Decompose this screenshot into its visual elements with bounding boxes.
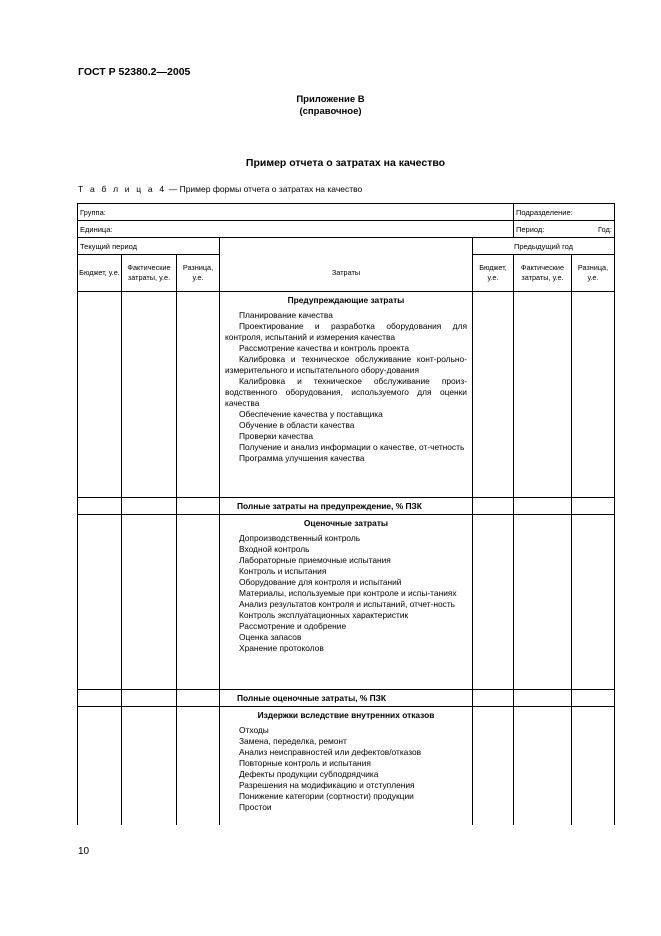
section-title: Предупреждающие затраты: [287, 295, 405, 305]
empty-cell: [572, 498, 615, 515]
empty-cell: [177, 515, 220, 690]
page-number: 10: [78, 846, 90, 857]
list-item: Входной контроль: [239, 544, 310, 554]
empty-cell: [122, 707, 177, 826]
list-item: Хранение протоколов: [239, 643, 324, 653]
empty-cell: [177, 498, 220, 515]
previous-year-label: Предыдущий год: [513, 241, 574, 251]
section-cell: [220, 515, 473, 690]
list-item: Программа улучшения качества: [239, 453, 365, 463]
list-item: Лабораторные приемочные испытания: [239, 555, 391, 565]
meta-row-unit: [78, 221, 615, 238]
empty-cell: [177, 707, 220, 826]
empty-cell: [122, 515, 177, 690]
meta-row-group: [78, 204, 615, 221]
list-item: Проектирование и разработка оборудования для контроля, испытаний и измерения качества: [225, 321, 467, 342]
division-cell: [514, 204, 615, 221]
empty-cell: [78, 515, 122, 690]
section-row: [78, 707, 615, 826]
empty-cell: [177, 690, 220, 707]
spacer-cell: [220, 238, 473, 255]
list-item: Анализ результатов контроля и испытаний, отчет-ность: [239, 599, 456, 609]
cost-report-table: [77, 203, 615, 825]
empty-cell: [572, 292, 615, 498]
section-items: [222, 529, 470, 656]
section-row: [78, 515, 615, 690]
empty-cell: [514, 707, 572, 826]
col-header-actual: Фактические затраты, у.е.: [122, 255, 177, 292]
col-header-costs: Затраты: [220, 255, 473, 292]
table-caption: [78, 184, 362, 194]
col-header-difference: Разница, у.е.: [177, 255, 220, 292]
period-label: Период:: [516, 224, 545, 234]
list-item: Разрешения на модификацию и отступления: [239, 780, 415, 790]
list-item: Контроль эксплуатационных характеристик: [239, 610, 409, 620]
list-item: Обеспечение качества у поставщика: [239, 409, 383, 419]
section-cell: [220, 707, 473, 826]
list-item: Понижение категории (сортности) продукции: [239, 791, 414, 801]
col-header-difference-prev: Разница, у.е.: [572, 255, 615, 292]
empty-cell: [514, 690, 572, 707]
table-caption-prefix: Т а б л и ц а 4: [78, 184, 167, 194]
unit-label: Единица:: [80, 224, 113, 234]
empty-cell: [122, 292, 177, 498]
list-item: Оценка запасов: [239, 632, 302, 642]
section-total: Полные оценочные затраты, % ПЗК: [220, 690, 473, 707]
list-item: Дефекты продукции субподрядчика: [239, 769, 379, 779]
list-item: Получение и анализ информации о качестве, от-четность: [239, 442, 465, 452]
list-item: Допроизводственный контроль: [239, 533, 361, 543]
list-item: Калибровка и техническое обслуживание конт-рольно-измерительного и испытательного обору-дования: [225, 354, 467, 375]
list-item: Обучение в области качества: [239, 420, 355, 430]
list-item: Проверки качества: [239, 431, 314, 441]
empty-cell: [473, 515, 514, 690]
list-item: Планирование качества: [239, 310, 333, 320]
division-label: Подразделение:: [516, 207, 573, 217]
section-items: [222, 721, 470, 815]
col-header-actual-prev: Фактические затраты, у.е.: [514, 255, 572, 292]
section-row: [78, 292, 615, 498]
list-item: Простои: [239, 802, 272, 812]
list-item: Повторные контроль и испытания: [239, 758, 371, 768]
empty-cell: [78, 498, 122, 515]
empty-cell: [473, 690, 514, 707]
empty-cell: [473, 498, 514, 515]
empty-cell: [122, 690, 177, 707]
empty-cell: [78, 292, 122, 498]
list-item: Замена, переделка, ремонт: [239, 736, 347, 746]
col-header-budget-prev: Бюджет, у.е.: [473, 255, 514, 292]
meta-row-periods: [78, 238, 615, 255]
page-title: Пример отчета о затратах на качество: [245, 157, 446, 169]
list-item: Материалы, используемые при контроле и испы-таниях: [239, 588, 457, 598]
section-title: Оценочные затраты: [303, 518, 389, 528]
column-header-row: [78, 255, 615, 292]
document-code: ГОСТ Р 52380.2—2005: [78, 66, 191, 78]
section-items: [222, 306, 470, 466]
list-item: Рассмотрение и одобрение: [239, 621, 347, 631]
group-cell: [78, 204, 514, 221]
group-label: Группа:: [80, 207, 106, 217]
empty-cell: [473, 707, 514, 826]
period-year-cell: [514, 221, 615, 238]
empty-cell: [572, 707, 615, 826]
empty-cell: [572, 515, 615, 690]
section-cell: [220, 292, 473, 498]
list-item: Анализ неисправностей или дефектов/отказов: [239, 747, 422, 757]
previous-year-cell: [473, 238, 615, 255]
unit-cell: [78, 221, 514, 238]
list-item: Контроль и испытания: [239, 566, 327, 576]
section-title: Издержки вследствие внутренних отказов: [257, 710, 435, 720]
table-caption-text: — Пример формы отчета о затратах на качество: [166, 184, 363, 194]
empty-cell: [78, 690, 122, 707]
empty-cell: [514, 515, 572, 690]
empty-cell: [122, 498, 177, 515]
list-item: Калибровка и техническое обслуживание произ-водственного оборудования, используемого для оценки качества: [225, 376, 467, 408]
empty-cell: [473, 292, 514, 498]
empty-cell: [78, 707, 122, 826]
appendix-subtitle: (справочное): [299, 106, 362, 117]
empty-cell: [514, 292, 572, 498]
appendix-title: Приложение В: [296, 94, 365, 105]
empty-cell: [514, 498, 572, 515]
empty-cell: [572, 690, 615, 707]
year-label: Год:: [597, 224, 612, 234]
current-period-cell: [78, 238, 220, 255]
empty-cell: [177, 292, 220, 498]
col-header-budget: Бюджет, у.е.: [78, 255, 122, 292]
list-item: Оборудование для контроля и испытаний: [239, 577, 402, 587]
section-total: Полные затраты на предупреждение, % ПЗК: [220, 498, 473, 515]
list-item: Отходы: [239, 725, 269, 735]
current-period-label: Текущий период: [80, 241, 138, 251]
total-row: [78, 498, 615, 515]
total-row: [78, 690, 615, 707]
list-item: Рассмотрение качества и контроль проекта: [239, 343, 409, 353]
